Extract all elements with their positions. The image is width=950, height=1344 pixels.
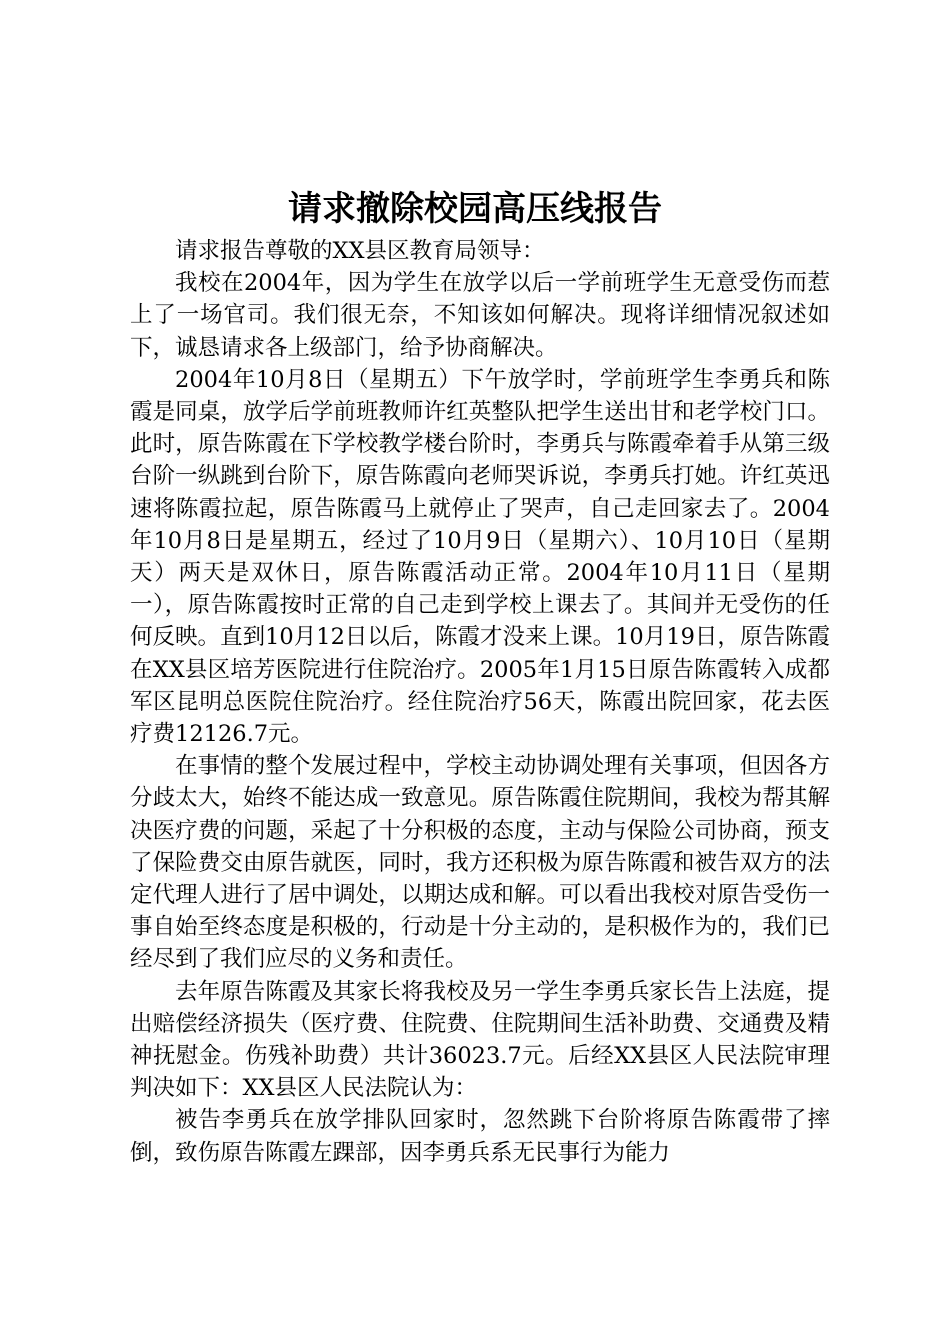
salutation-paragraph: 请求报告尊敬的XX县区教育局领导： <box>175 238 545 264</box>
document-body <box>130 235 830 1169</box>
lawsuit-paragraph: 去年原告陈霞及其家长将我校及另一学生李勇兵家长告上法庭，提出赔偿经济损失（医疗费、住院费、住院期间生活补助费、交通费及精神抚慰金。伤残补助费）共计36023.7元。后经XX县区人民法院审理判决如下：XX县区人民法院认为： <box>130 978 830 1102</box>
incident-paragraph: 2004年10月8日（星期五）下午放学时，学前班学生李勇兵和陈霞是同桌，放学后学前班教师许红英整队把学生送出甘和老学校门口。此时，原告陈霞在下学校教学楼台阶时，李勇兵与陈霞牵着手从第三级台阶一纵跳到台阶下，原告陈霞向老师哭诉说，李勇兵打她。许红英迅速将陈霞拉起，原告陈霞马上就停止了哭声，自己走回家去了。2004年10月8日是星期五，经过了10月9日（星期六）、10月10日（星期天）两天是双休日，原告陈霞活动正常。2004年10月11日（星期一），原告陈霞按时正常的自己走到学校上课去了。其间并无受伤的任何反映。直到10月12日以后，陈霞才没来上课。10月19日，原告陈霞在XX县区培芳医院进行住院治疗。2005年1月15日原告陈霞转入成都军区昆明总医院住院治疗。经住院治疗56天，陈霞出院回家，花去医疗费12126.7元。 <box>130 366 830 748</box>
document-title: 请求撤除校园高压线报告 <box>288 189 662 229</box>
judgment-paragraph: 被告李勇兵在放学排队回家时，忽然跳下台阶将原告陈霞带了摔倒，致伤原告陈霞左踝部，因李勇兵系无民事行为能力 <box>130 1107 830 1166</box>
school-response-paragraph: 在事情的整个发展过程中，学校主动协调处理有关事项，但因各方分歧太大，始终不能达成一致意见。原告陈霞住院期间，我校为帮其解决医疗费的问题，采起了十分积极的态度，主动与保险公司协商，预支了保险费交由原告就医，同时，我方还积极为原告陈霞和被告双方的法定代理人进行了居中调处，以期达成和解。可以看出我校对原告受伤一事自始至终态度是积极的，行动是十分主动的，是积极作为的，我们已经尽到了我们应尽的义务和责任。 <box>130 753 830 973</box>
intro-paragraph: 我校在2004年，因为学生在放学以后一学前班学生无意受伤而惹上了一场官司。我们很无奈，不知该如何解决。现将详细情况叙述如下，诚恳请求各上级部门，给予协商解决。 <box>130 270 830 361</box>
